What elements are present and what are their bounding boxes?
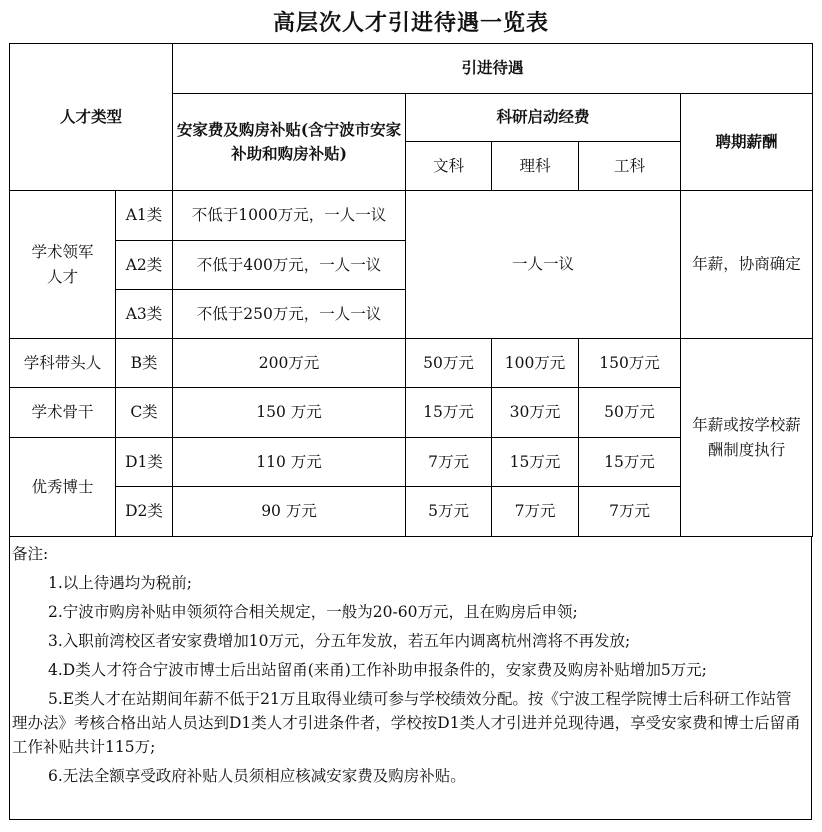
class-a1: A1类 [116,191,173,241]
engineering-d2: 7万元 [579,487,681,537]
class-b: B类 [116,339,173,388]
header-salary: 聘期薪酬 [681,94,813,191]
note-item: 2.宁波市购房补贴申领须符合相关规定，一般为20-60万元，且在购房后申领; [48,603,578,622]
page-title: 高层次人才引进待遇一览表 [272,10,549,36]
class-d1: D1类 [116,438,173,487]
housing-d1: 110 万元 [173,438,406,487]
category-academic-leader: 学术领军人才 [10,191,116,339]
engineering-c: 50万元 [579,388,681,438]
note-item: 4.D类人才符合宁波市博士后出站留甬(来甬)工作补助申报条件的，安家费及购房补贴增加5万元; [48,661,707,680]
salary-lower: 年薪或按学校薪酬制度执行 [681,339,813,537]
header-liberal-arts: 文科 [406,142,492,191]
header-housing: 安家费及购房补贴(含宁波市安家补助和购房补贴) [173,94,406,191]
header-talent-type: 人才类型 [10,44,173,191]
header-benefits: 引进待遇 [173,44,813,94]
notes-section [9,537,812,820]
engineering-b: 150万元 [579,339,681,388]
science-d1: 15万元 [492,438,579,487]
note-item: 6.无法全额享受政府补贴人员须相应核减安家费及购房补贴。 [48,767,466,786]
arts-b: 50万元 [406,339,492,388]
class-d2: D2类 [116,487,173,537]
header-engineering: 工科 [579,142,681,191]
category-discipline-leader: 学科带头人 [10,339,116,388]
category-academic-backbone: 学术骨干 [10,388,116,438]
housing-b: 200万元 [173,339,406,388]
note-item: 3.入职前湾校区者安家费增加10万元，分五年发放，若五年内调离杭州湾将不再发放; [48,632,631,651]
housing-a2: 不低于400万元，一人一议 [173,241,406,290]
science-b: 100万元 [492,339,579,388]
housing-a3: 不低于250万元，一人一议 [173,290,406,339]
research-academic-leader: 一人一议 [406,191,681,339]
arts-d2: 5万元 [406,487,492,537]
class-a2: A2类 [116,241,173,290]
housing-c: 150 万元 [173,388,406,438]
arts-c: 15万元 [406,388,492,438]
note-item: 5.E类人才在站期间年薪不低于21万且取得业绩可参与学校绩效分配。按《宁波工程学院博士后科研工作站管理办法》考核合格出站人员达到D1类人才引进条件者，学校按D1类人才引进并兑现待遇，享受安家费和博士后留甬工作补贴共计115万; [12,690,801,757]
science-d2: 7万元 [492,487,579,537]
benefits-table [9,43,813,537]
science-c: 30万元 [492,388,579,438]
housing-a1: 不低于1000万元，一人一议 [173,191,406,241]
class-a3: A3类 [116,290,173,339]
arts-d1: 7万元 [406,438,492,487]
notes-heading: 备注: [12,545,49,563]
header-science: 理科 [492,142,579,191]
note-item: 1.以上待遇均为税前; [48,574,193,593]
salary-academic-leader: 年薪，协商确定 [681,191,813,339]
housing-d2: 90 万元 [173,487,406,537]
engineering-d1: 15万元 [579,438,681,487]
category-excellent-phd: 优秀博士 [10,438,116,537]
class-c: C类 [116,388,173,438]
header-research-funds: 科研启动经费 [406,94,681,142]
